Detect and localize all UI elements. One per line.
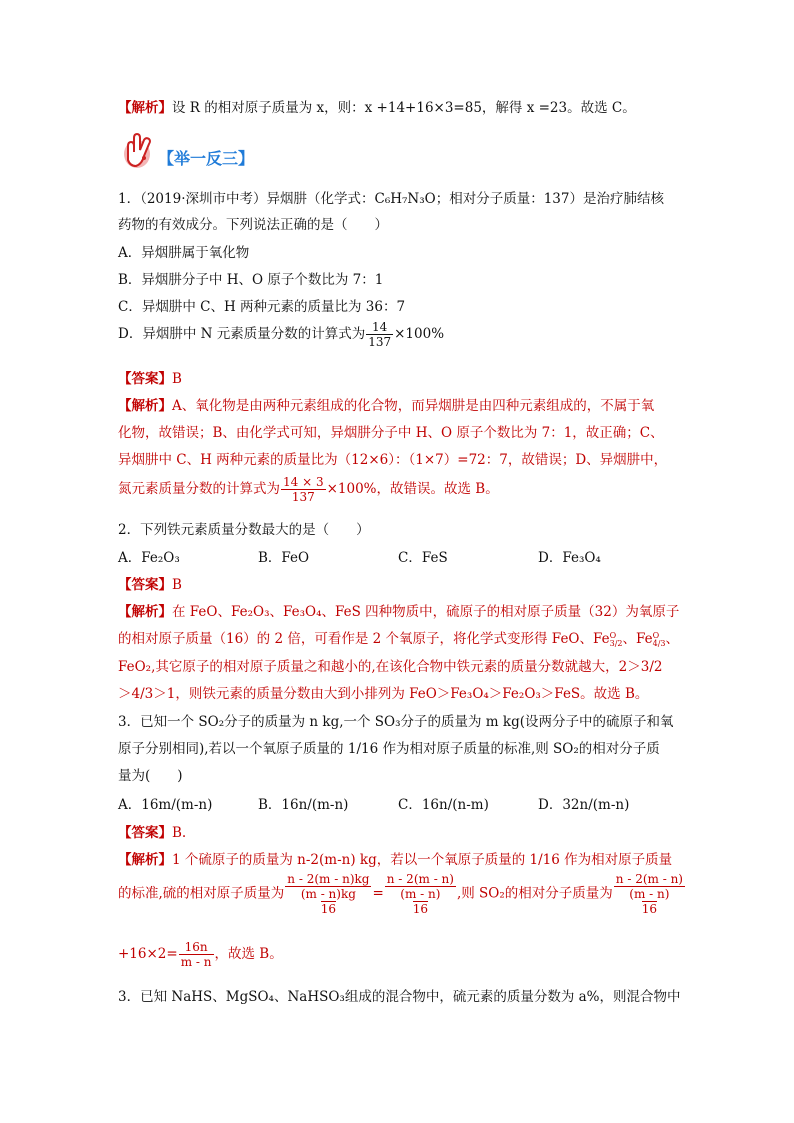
denominator-bottom: 16 (641, 902, 658, 916)
analysis-fraction (281, 475, 326, 504)
answer-tag: 【答案】 (118, 371, 172, 387)
analysis-mid: ,则 SO₂的相对分子质量为 (456, 885, 613, 902)
q2-option-b: B．FeO (258, 550, 310, 566)
fraction-numerator: n - 2(m - n) (615, 872, 683, 886)
stack-top: O (609, 630, 617, 640)
analysis-tag: 【解析】 (118, 604, 172, 620)
q2-analysis-line4: ＞4/3＞1，则铁元素的质量分数由大到小排列为 FeO＞Fe₃O₄＞Fe₂O₃＞FeS。故选 B。 (118, 686, 649, 702)
q2-option-d: D．Fe₃O₄ (538, 550, 601, 566)
answer-value: B. (172, 825, 187, 841)
fraction-denominator: 137 (291, 490, 315, 504)
q1-option-d-suffix: ×100% (394, 326, 445, 342)
fraction-denominator (285, 887, 371, 916)
analysis-text: 在 FeO、Fe₂O₃、Fe₃O₄、FeS 四种物质中，硫原子的相对原子质量（32）为氧原子 (172, 604, 680, 620)
q3-answer (118, 821, 186, 841)
q3-option-a: A．16m/(m-n) (118, 797, 213, 813)
analysis-tag: 【解析】 (118, 852, 172, 868)
analysis-suffix: ×100%，故错误。故选 B。 (326, 481, 499, 497)
q4-stem: 3．已知 NaHS、MgSO₄、NaHSO₃组成的混合物中，硫元素的质量分数为 a%，则混合物中 (118, 989, 681, 1005)
q2-analysis-line2 (118, 627, 679, 648)
stack-bottom: 4/3 (652, 638, 666, 648)
analysis-suffix: ，故选 B。 (214, 946, 283, 962)
section-title: 【举一反三】 (158, 149, 255, 168)
stack-bottom: 3/2 (609, 638, 623, 648)
q2-stem: 2．下列铁元素质量分数最大的是（ ） (118, 522, 370, 538)
analysis-fraction-4 (179, 940, 214, 969)
analysis-text-end: 、 (665, 631, 679, 647)
q3-option-b: B．16n/(m-n) (258, 797, 349, 813)
analysis-fraction-2 (385, 872, 456, 916)
q2-analysis-line1 (118, 600, 679, 620)
q3-analysis-line2: 的标准,硫的相对原子质量为 n - 2(m - n)kg (m - n)kg 16 = n - 2(m - n) (m - n) 16 ,则 SO₂的相对分子质量为 n - 2(m - n) (m - n) 16 (118, 872, 683, 916)
fraction-numerator: n - 2(m - n) (386, 872, 454, 886)
q2-option-a: A．Fe₂O₃ (118, 550, 180, 566)
q1-analysis-line3: 异烟肼中 C、H 两种元素的质量比为（12×6）：（1×7）=72：7，故错误；D、异烟肼中， (118, 452, 668, 468)
hand-icon (122, 132, 158, 170)
q3-option-d: D．32n/(m-n) (538, 797, 630, 813)
q1-option-a: A．异烟肼属于氧化物 (118, 245, 250, 261)
denominator-top: (m - n) (629, 887, 670, 901)
fraction-denominator: m - n (180, 955, 212, 969)
analysis-text: 设 R 的相对原子质量为 x，则：x +14+16×3=85，解得 x =23。故选 C。 (172, 100, 636, 116)
q3-option-c: C．16n/(n-m) (398, 797, 489, 813)
analysis-text-mid: 、Fe (622, 631, 653, 647)
stack-top: O (652, 630, 660, 640)
fraction-numerator: n - 2(m - n)kg (287, 872, 370, 886)
q2-answer (118, 573, 182, 593)
fraction-denominator (385, 887, 456, 916)
analysis-prefix: 氮元素质量分数的计算式为 (118, 481, 280, 497)
analysis-text: 1 个硫原子的质量为 n-2(m-n) kg，若以一个氧原子质量的 1/16 作为相对原子质量 (172, 852, 673, 868)
answer-value: B (172, 577, 182, 593)
denominator-bottom: 16 (412, 902, 428, 916)
q3-line3: 量为( ) (118, 768, 183, 784)
denominator-top: (m - n) (400, 887, 441, 901)
fraction-numerator: 16n (179, 940, 214, 955)
analysis-text: A、氧化物是由两种元素组成的化合物，而异烟肼是由四种元素组成的，不属于氧 (172, 398, 655, 414)
section-header (118, 132, 298, 172)
q1-option-c: C．异烟肼中 C、H 两种元素的质量比为 36：7 (118, 299, 406, 315)
answer-tag: 【答案】 (118, 577, 172, 593)
q3-line2: 原子分别相同),若以一个氧原子质量的 1/16 作为相对原子质量的标准,则 SO₂的相对分子质 (118, 741, 660, 757)
q2-analysis-line3: FeO₂,其它原子的相对原子质量之和越小的,在该化合物中铁元素的质量分数就越大，2＞3/2 (118, 659, 663, 675)
prev-analysis (118, 96, 636, 116)
answer-tag: 【答案】 (118, 825, 172, 841)
subscript-fraction-1 (610, 632, 623, 648)
q1-answer (118, 367, 182, 387)
denominator-bottom: 16 (320, 902, 337, 916)
analysis-prefix: 的标准,硫的相对原子质量为 (118, 885, 285, 902)
q3-analysis-line1 (118, 848, 672, 868)
fraction-denominator: 137 (368, 335, 392, 349)
analysis-fraction-1 (285, 872, 371, 916)
q1-option-d-fraction (366, 320, 393, 349)
q1-analysis-line4 (118, 475, 499, 504)
q1-line2: 药物的有效成分。下列说法正确的是（ ） (118, 217, 388, 233)
denominator-top: (m - n)kg (300, 887, 356, 901)
q1-analysis-line1 (118, 394, 654, 414)
q1-option-b: B．异烟肼分子中 H、O 原子个数比为 7：1 (118, 272, 384, 288)
analysis-prefix: +16×2= (118, 946, 178, 962)
answer-value: B (172, 371, 182, 387)
q2-option-c: C．FeS (398, 550, 448, 566)
analysis-text: 的相对原子质量（16）的 2 倍，可看作是 2 个氧原子，将化学式变形得 FeO、Fe (118, 631, 610, 647)
q1-analysis-line2: 化物，故错误；B、由化学式可知，异烟肼分子中 H、O 原子个数比为 7：1，故正确；C、 (118, 425, 664, 441)
q3-analysis-line3 (118, 940, 283, 969)
analysis-fraction-3 (614, 872, 685, 916)
q1-option-d (118, 320, 444, 349)
analysis-tag: 【解析】 (118, 398, 172, 414)
q1-option-d-prefix: D．异烟肼中 N 元素质量分数的计算式为 (118, 326, 366, 342)
q1-line1: 1．（2019·深圳市中考）异烟肼（化学式：C₆H₇N₃O；相对分子质量：137）是治疗肺结核 (118, 191, 664, 207)
analysis-tag: 【解析】 (118, 100, 172, 116)
fraction-numerator: 14 × 3 (283, 475, 324, 489)
q3-line1: 3．已知一个 SO₂分子的质量为 n kg,一个 SO₃分子的质量为 m kg(设两分子中的硫原子和氧 (118, 714, 674, 730)
q2-options (118, 546, 678, 566)
q3-options (118, 793, 678, 813)
fraction-denominator (614, 887, 685, 916)
subscript-fraction-2 (653, 632, 666, 648)
fraction-numerator: 14 (366, 320, 393, 335)
